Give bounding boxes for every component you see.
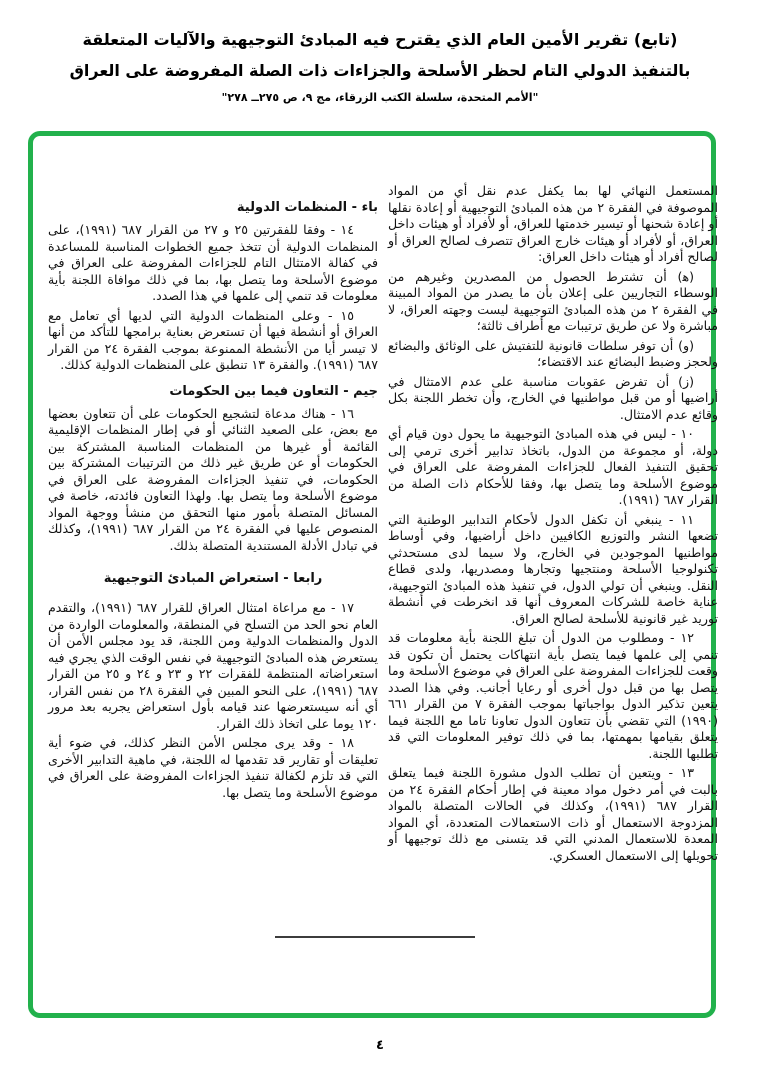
document-header [0,24,760,107]
paragraph-17: ١٧ - مع مراعاة امتثال العراق للقرار ٦٨٧ (١٩٩١)، والتقدم العام نحو الحد من التسلح في المنطقة، والمعلومات الواردة من الدول والمنظمات الدولية ومن اللجنة، قد يود مجلس الأمن أن يستعرض هذه المبادئ التوجيهية في نفس الوقت الذي يجري فيه استعراضاته المنتظمة للفقرات ٢٢ و ٢٣ و ٢٤ و ٢٥ من القرار ٦٨٧ (١٩٩١)، على النحو المبين في الفقرة ٢٨ من نفس القرار، أي أنه سيستعرضها عند قيامه بأول استعراض يجريه بعد مرور ١٢٠ يوما على اتخاذ ذلك القرار. [48,600,379,731]
paragraph-18: ١٨ - وقد يرى مجلس الأمن النظر كذلك، في ضوء أية تعليقات أو تقارير قد تقدمها له اللجنة، في ماهية التدابير الأخرى التي قد تلزم لكفالة تنفيذ الجزاءات المفروضة على العراق في موضوع الأسلحة وما يتصل بها. [48,735,378,800]
list-item-zay: (ز) أن تفرض عقوبات مناسبة على عدم الامتثال في أراضيها أو من قبل مواطنيها في الخارج، وأن تخطر اللجنة بكل وقائع عدم الامتثال. [388,373,718,422]
list-item-heh: (ﻫ) أن تشترط الحصول من المصدرين وغيرهم من الوسطاء التجاريين على إعلان بأن ما يصدر من المواد المبينة في الفقرة ٢ من هذه المبادئ التوجيهية ليست وجهته العراق، لا مباشرة ولا عن طريق ترتيبات مع أطراف ثالثة؛ [388,268,718,333]
column-second [48,190,378,804]
section-heading-d: رابعا - استعراض المبادئ التوجيهية [103,571,323,586]
paragraph-13: ١٣ - ويتعين أن تطلب الدول مشورة اللجنة فيما يتعلق بالبت في أمر دخول مواد معينة في إطار أحكام الفقرة ٢٤ من القرار ٦٨٧ (١٩٩١)، وكذلك في الحالات المتصلة بالمواد المزدوجة الاستعمال أو ذات الاستعمالات المتعددة، أي المواد المعدة للاستعمال المدني التي قد يتسنى مع ذلك توجيهها أو تحويلها إلى الاستعمال العسكري. [388,765,718,863]
section-heading-c: جيم - التعاون فيما بين الحكومات [169,383,378,399]
paragraph-10: ١٠ - ليس في هذه المبادئ التوجيهية ما يحول دون قيام أي دولة، أو مجموعة من الدول، باتخاذ تدابير أخرى ترمي إلى تحقيق التنفيذ الفعال للجزاءات المفروضة على العراق في موضوع الأسلحة وما يتصل بها، وفقا للأحكام ذات الصلة من القرار ٦٨٧ (١٩٩١). [388,426,718,507]
document-title-line-2: بالتنفيذ الدولي التام لحظر الأسلحة والجزاءات ذات الصلة المفروضة على العراق [69,61,691,80]
paragraph-15: ١٥ - وعلى المنظمات الدولية التي لديها أي تعامل مع العراق أو أنشطة فيها أن تستعرض بعناية برامجها للتأكد من أنها لا تيسر أيا من الأنشطة الممنوعة بموجب الفقرة ٢٤ من القرار ٦٨٧ (١٩٩١). والفقرة ١٣ تنطبق على المنظمات الدولية كذلك. [48,307,378,372]
paragraph-12: ١٢ - ومطلوب من الدول أن تبلغ اللجنة بأية معلومات قد تنمي إلى علمها فيما يتصل بأية انتهاكات يحتمل أن تكون قد وقعت للجزاءات المفروضة على العراق في موضوع الأسلحة وما يتصل بها من قبل دول أخرى أو رعايا أجانب. وفي هذا الصدد يتعين تذكير الدول بواجباتها بموجب الفقرة ٧ من القرار ٦٦١ (١٩٩٠) التي تقضي بأن تتعاون الدول تعاونا تاما مع اللجنة فيما يتعلق بقيامها بمهمتها، بما في ذلك توفير المعلومات التي قد تطلبها اللجنة. [388,630,718,761]
paragraph-16: ١٦ - هناك مدعاة لتشجيع الحكومات على أن تتعاون بعضها مع بعض، على الصعيد الثنائي أو في إطار المنظمات الإقليمية القائمة أو غيرها من المنظمات المناسبة المشتركة بين الحكومات أو عن طريق غير ذلك من الترتيبات المشتركة بين الحكومات، في تنفيذ الجزاءات المفروضة على العراق في موضوع الأسلحة وما يتصل بها. ولهذا التعاون فائدته، خاصة في المسائل المتصلة بأمور منها التحقق من منشأ ووجهة المواد المنصوص عليها في الفقرة ٢٤ من القرار ٦٨٧ (١٩٩١)، وكذلك في تبادل الأدلة المستندية المتصلة بذلك. [48,405,378,553]
list-item-waw: (و) أن توفر سلطات قانونية للتفتيش على الوثائق والبضائع ولحجز وضبط البضائع عند الاقتضاء؛ [388,337,718,369]
page-number: ٤ [376,1038,384,1053]
document-source-citation: "الأمم المتحدة، سلسلة الكتب الزرقاء، مج ٩، ص ٢٧٥ــ ٢٧٨" [221,91,539,104]
paragraph-continuation: المستعمل النهائي لها بما يكفل عدم نقل أي من المواد الموصوفة في الفقرة ٢ من هذه المبادئ التوجيهية أو إعادة نقلها أو إعادة شحنها أو تيسير خدمتها للعراق، أو لأفراد أو هيئات داخل العراق، أو لأفراد أو هيئات خارج العراق تتصرف لصالح العراق أو لصالح أفراد أو هيئات داخل العراق: [388,183,718,264]
document-title-line-1: (تابع) تقرير الأمين العام الذي يقترح فيه المبادئ التوجيهية والآليات المتعلقة [82,30,678,49]
footnote-divider [275,936,475,938]
section-heading-b: باء - المنظمات الدولية [236,200,378,215]
paragraph-14: ١٤ - وفقا للفقرتين ٢٥ و ٢٧ من القرار ٦٨٧ (١٩٩١)، على المنظمات الدولية أن تتخذ جميع الخطوات المناسبة للمساعدة في كفالة الامتثال التام للجزاءات المفروضة على العراق في موضوع الأسلحة وما يتصل بها، بما في ذلك موافاة اللجنة بأية معلومات قد تنمي إلى علمها في هذا الصدد. [48,222,378,303]
paragraph-11: ١١ - ينبغي أن تكفل الدول لأحكام التدابير الوطنية التي تضعها النشر والتوزيع الكافيين داخل أراضيها، وفي أوساط مواطنيها الموجودين في الخارج، ولا سيما لدى مستحدثي تكنولوجيا الأسلحة ومنتجيها وتجارها ومصدريها، ولدى قطاع النقل. وينبغي أن تولي الدول، في تنفيذ هذه المبادئ التوجيهية، عناية خاصة للشركات المعروف أنها قد انخرطت في أنشطة توريد غير قانونية للأسلحة لصالح العراق. [388,511,718,626]
column-first [388,183,718,867]
